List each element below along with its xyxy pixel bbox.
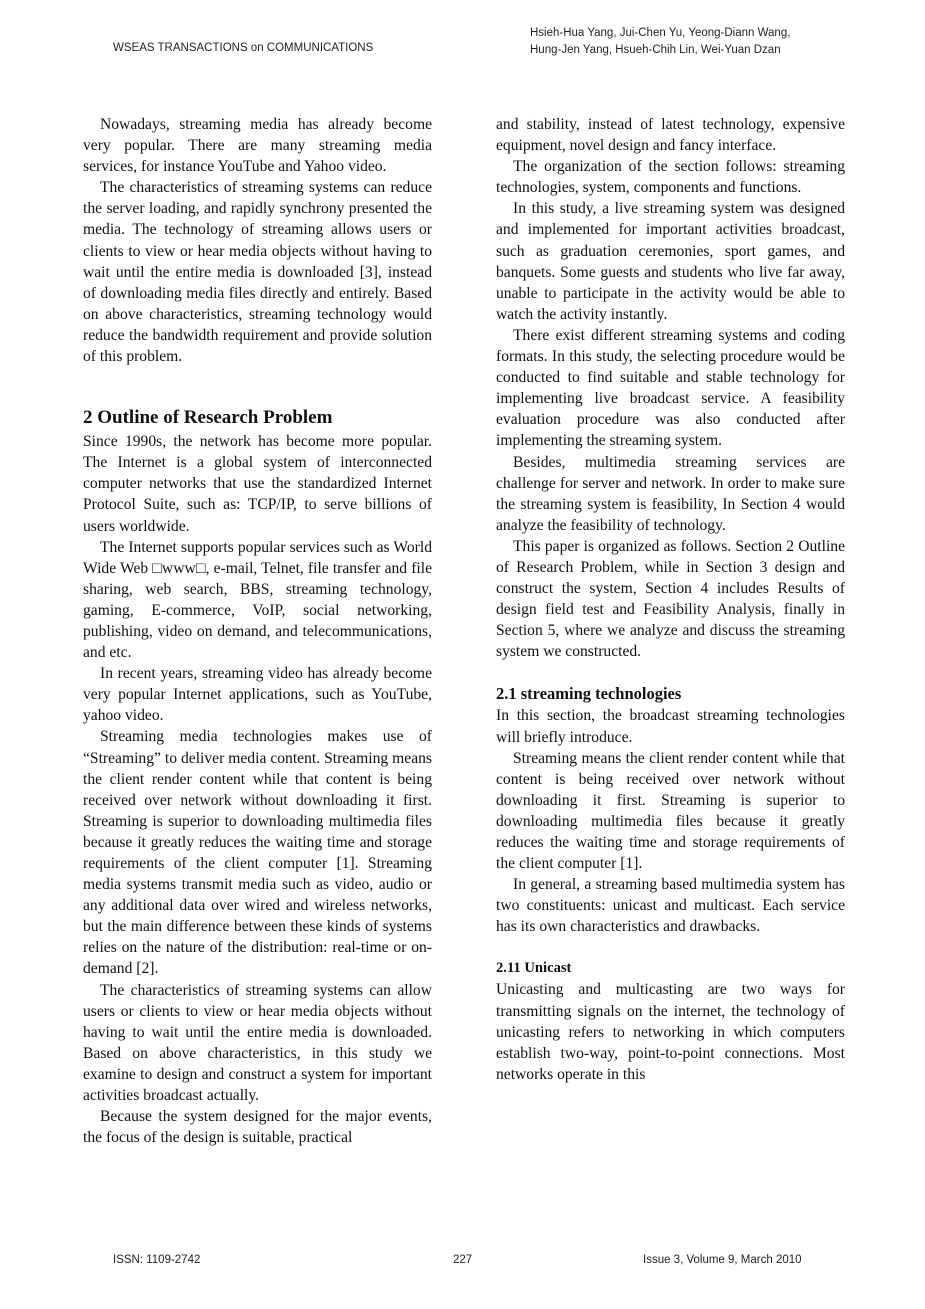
right-column <box>496 114 845 1085</box>
author-line-1: Hsieh-Hua Yang, Jui-Chen Yu, Yeong-Diann Wang, <box>530 27 791 39</box>
author-list <box>530 25 790 59</box>
footer-page-number: 227 <box>453 1254 473 1266</box>
subsubsection-heading: 2.11 Unicast <box>496 960 572 977</box>
paragraph: There exist different streaming systems and coding formats. In this study, the selecting procedure would be conducted to find suitable and stable technology for implementing live broadcast service. A feasibility evaluation procedure was also conducted after implementing the streaming system. <box>496 326 845 450</box>
journal-title: WSEAS TRANSACTIONS on COMMUNICATIONS <box>113 42 374 54</box>
paragraph: Besides, multimedia streaming services are challenge for server and network. In order to make sure the streaming system is feasibility, In Section 4 would analyze the feasibility of technology. <box>496 453 845 534</box>
paragraph: Streaming means the client render content while that content is being received over network without downloading it first. Streaming is superior to downloading multimedia files because it greatly reduces the waiting time and storage requirements of the client computer [1]. <box>496 749 845 873</box>
subsection-heading: 2.1 streaming technologies <box>496 684 682 704</box>
paragraph: Since 1990s, the network has become more popular. The Internet is a global system of interconnected computer networks that use the standardized Internet Protocol Suite, such as: TCP/IP, to serve billions of users worldwide. <box>83 433 432 535</box>
paragraph: The characteristics of streaming systems can allow users or clients to view or hear media objects without having to wait until the entire media is downloaded. Based on above characteristics, in this study we examine to design and construct a system for important activities broadcast actually. <box>83 981 432 1105</box>
paragraph: In this section, the broadcast streaming technologies will briefly introduce. <box>496 707 845 746</box>
paragraph: Nowadays, streaming media has already become very popular. There are many streaming media services, for instance YouTube and Yahoo video. <box>83 116 432 176</box>
left-column <box>83 114 432 1148</box>
footer-issn: ISSN: 1109-2742 <box>113 1254 201 1266</box>
paragraph: The characteristics of streaming systems can reduce the server loading, and rapidly synchrony presented the media. The technology of streaming allows users or clients to view or hear media objects without having to wait until the entire media is downloaded [3], instead of downloading media files directly and entirely. Based on above characteristics, streaming technology would reduce the bandwidth requirement and provide solution of this problem. <box>83 179 432 366</box>
paragraph: In this study, a live streaming system was designed and implemented for important activities broadcast, such as graduation ceremonies, sport games, and banquets. Some guests and students who live far away, unable to participate in the activity would be able to watch the activity instantly. <box>496 200 845 323</box>
paragraph: and stability, instead of latest technology, expensive equipment, novel design and fancy interface. <box>496 116 845 155</box>
paragraph: Unicasting and multicasting are two ways for transmitting signals on the internet, the technology of unicasting refers to networking in which computers establish two-way, point-to-point connections. Most networks operate in this <box>496 981 845 1083</box>
paragraph: In recent years, streaming video has already become very popular Internet applications, such as YouTube, yahoo video. <box>83 665 432 725</box>
paragraph: Because the system designed for the major events, the focus of the design is suitable, practical <box>83 1108 432 1147</box>
paragraph: Streaming media technologies makes use of “Streaming” to deliver media content. Streaming means the client render content while that content is being received over network without downloading it first. Streaming is superior to downloading multimedia files because it greatly reduces the waiting time and storage requirements of the client computer [1]. Streaming media systems transmit media such as video, audio or any additional data over wired and wireless networks, but the main difference between these kinds of systems relies on the nature of the distribution: real-time or on-demand [2]. <box>83 728 432 978</box>
author-line-2: Hung-Jen Yang, Hsueh-Chih Lin, Wei-Yuan Dzan <box>530 44 781 56</box>
paragraph: This paper is organized as follows. Section 2 Outline of Research Problem, while in Section 3 design and construct the system, Section 4 includes Results of design field test and Feasibility Analysis, finally in Section 5, where we analyze and discuss the streaming system we constructed. <box>496 537 845 661</box>
section-heading: 2 Outline of Research Problem <box>83 407 333 429</box>
paragraph: The organization of the section follows: streaming technologies, system, components and functions. <box>496 158 845 197</box>
paragraph: In general, a streaming based multimedia system has two constituents: unicast and multicast. Each service has its own characteristics and drawbacks. <box>496 876 845 936</box>
paragraph: The Internet supports popular services such as World Wide Web □www□, e-mail, Telnet, file transfer and file sharing, web search, BBS, streaming technology, gaming, E-commerce, VoIP, social networking, publishing, video on demand, and telecommunications, and etc. <box>83 538 432 662</box>
footer-issue: Issue 3, Volume 9, March 2010 <box>643 1254 802 1266</box>
